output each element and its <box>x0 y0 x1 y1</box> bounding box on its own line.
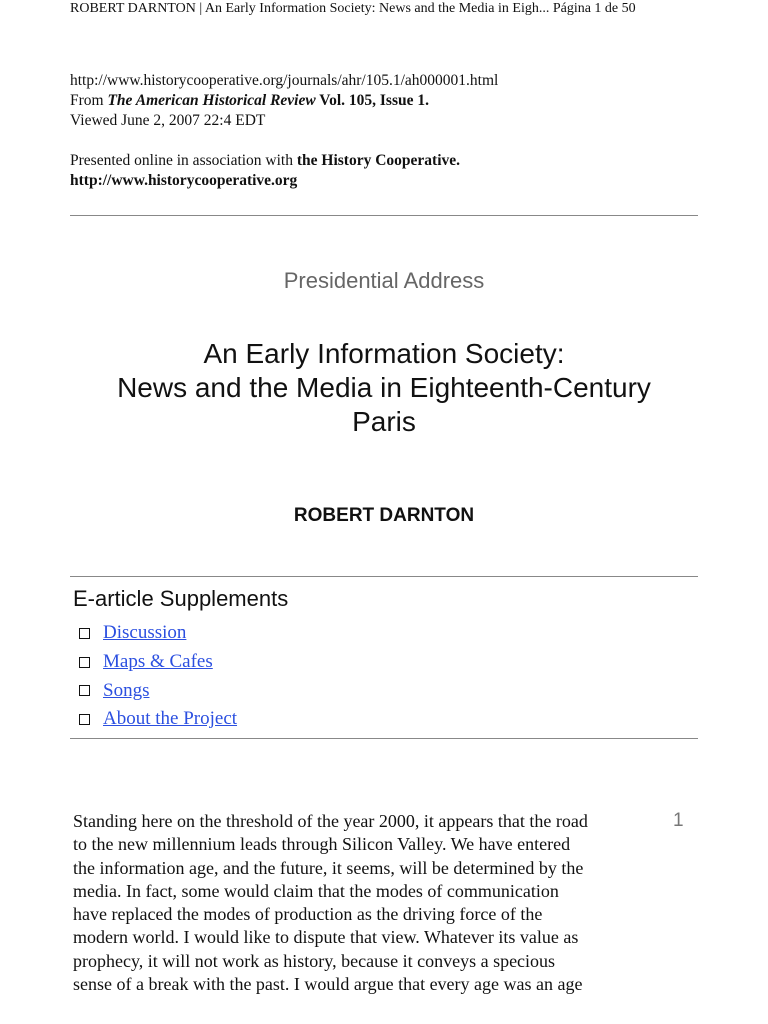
body-line: to the new millennium leads through Silicon Valley. We have entered <box>73 834 571 855</box>
presented-label: Presented online in association with <box>70 152 297 169</box>
paragraph-number: 1 <box>673 810 684 831</box>
body-line: media. In fact, some would claim that the modes of communication <box>73 880 559 901</box>
article-author: ROBERT DARNTON <box>293 505 475 526</box>
bullet-box-icon <box>79 685 90 696</box>
body-paragraph <box>73 810 673 996</box>
supplements-heading: E-article Supplements <box>73 586 289 611</box>
body-line: the information age, and the future, it seems, will be determined by the <box>73 857 584 878</box>
bullet-box-icon <box>79 714 90 725</box>
body-line: modern world. I would like to dispute that view. Whatever its value as <box>73 927 579 948</box>
discussion-link[interactable]: Discussion <box>103 622 187 644</box>
about-project-link[interactable]: About the Project <box>103 708 238 730</box>
maps-cafes-link[interactable]: Maps & Cafes <box>103 651 213 673</box>
article-title <box>40 337 728 439</box>
association-block <box>70 151 710 191</box>
running-header: ROBERT DARNTON | An Early Information Society: News and the Media in Eigh... Página 1 de 50 <box>70 1 636 16</box>
source-line <box>70 91 710 111</box>
source-url: http://www.historycooperative.org/journals/ahr/105.1/ah000001.html <box>70 72 499 89</box>
from-label: From <box>70 92 108 109</box>
divider-top <box>70 215 698 216</box>
supplement-item-discussion <box>79 619 237 648</box>
citation-block <box>70 71 710 131</box>
songs-link[interactable]: Songs <box>103 679 150 701</box>
supplement-item-songs <box>79 676 237 705</box>
association-line <box>70 151 710 171</box>
divider-supplements-bottom <box>70 738 698 739</box>
bullet-box-icon <box>79 628 90 639</box>
viewed-date: Viewed June 2, 2007 22:4 EDT <box>70 112 266 129</box>
title-line-1: An Early Information Society: <box>203 338 565 369</box>
supplement-item-about <box>79 705 237 734</box>
cooperative-name: the History Cooperative. <box>296 152 461 169</box>
cooperative-url: http://www.historycooperative.org <box>70 172 298 189</box>
title-line-2: News and the Media in Eighteenth-Century <box>117 372 651 403</box>
title-line-3: Paris <box>352 406 416 437</box>
supplement-item-maps <box>79 648 237 677</box>
body-line: Standing here on the threshold of the year 2000, it appears that the road <box>73 811 588 831</box>
body-line: sense of a break with the past. I would argue that every age was an age <box>73 974 583 995</box>
divider-supplements-top <box>70 576 698 577</box>
body-line: prophecy, it will not work as history, because it conveys a specious <box>73 950 556 971</box>
bullet-box-icon <box>79 657 90 668</box>
body-line: have replaced the modes of production as the driving force of the <box>73 904 543 925</box>
volume-issue: Vol. 105, Issue 1. <box>315 92 429 109</box>
journal-name: The American Historical Review <box>107 92 316 109</box>
section-kicker: Presidential Address <box>283 268 485 293</box>
supplements-list <box>79 619 237 734</box>
